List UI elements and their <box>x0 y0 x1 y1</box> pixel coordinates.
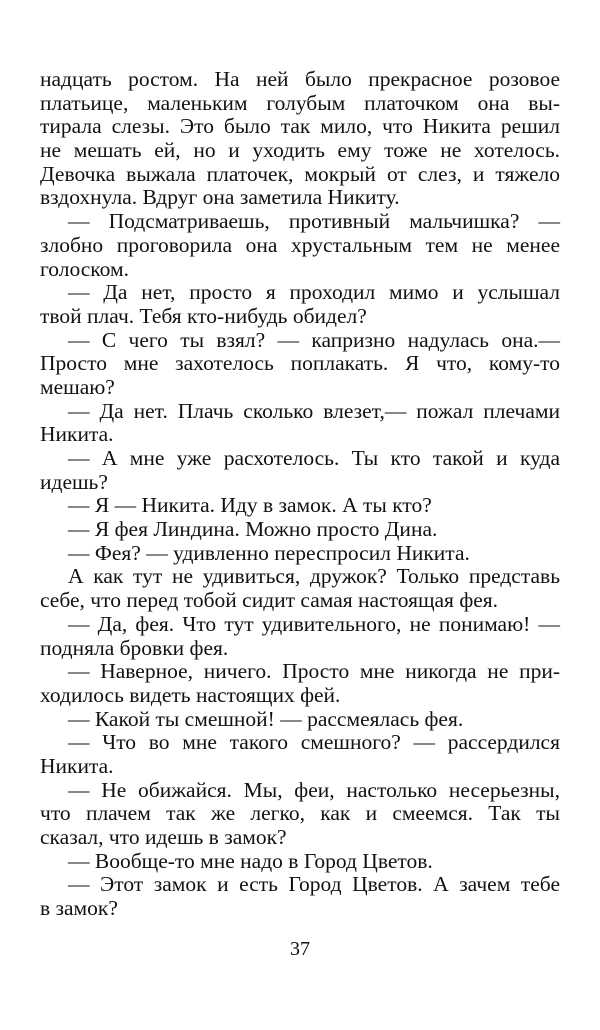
paragraph <box>40 779 560 850</box>
paragraph <box>40 329 560 400</box>
paragraph <box>40 494 560 518</box>
text-line: — Вообще-то мне надо в Город Цветов. <box>68 848 433 873</box>
paragraph <box>40 400 560 447</box>
text-line: — Что во мне такого смешного? — рассердился <box>68 730 560 755</box>
text-line: голоском. <box>40 256 129 281</box>
text-line: — А мне уже расхотелось. Ты кто такой и куда <box>68 446 560 470</box>
text-line: — Да нет. Плачь сколько влезет,— пожал плечами <box>68 398 560 423</box>
text-line: сказал, что идешь в замок? <box>40 825 287 849</box>
paragraph <box>40 447 560 494</box>
paragraph <box>40 708 560 732</box>
text-line: надцать ростом. На ней было прекрасное розовое <box>40 67 560 91</box>
paragraph <box>40 68 560 210</box>
text-line: себе, что перед тобой сидит самая настоящая фея. <box>40 588 499 613</box>
text-line: — Этот замок и есть Город Цветов. А зачем тебе <box>68 872 560 897</box>
text-line: подняла бровки фея. <box>40 635 229 660</box>
text-line: ходилось видеть настоящих фей. <box>40 682 341 707</box>
text-line: А как тут не удивиться, дружок? Только представь <box>68 564 560 589</box>
paragraph <box>40 518 560 542</box>
paragraph <box>40 281 560 328</box>
text-line: злобно проговорила она хрустальным тем не менее <box>40 232 560 257</box>
text-line: Девочка выжала платочек, мокрый от слез, и тяжело <box>40 161 560 186</box>
text-line: мешаю? <box>40 374 115 399</box>
text-line: Просто мне захотелось поплакать. Я что, кому-то <box>40 351 560 376</box>
text-line: — Да, фея. Что тут удивительного, не понимаю! — <box>68 611 560 636</box>
paragraph <box>40 565 560 612</box>
text-line: — Я — Никита. Иду в замок. А ты кто? <box>68 493 432 518</box>
paragraph <box>40 850 560 874</box>
paragraph <box>40 210 560 281</box>
text-line: не мешать ей, но и уходить ему тоже не хотелось. <box>40 138 560 163</box>
paragraph <box>40 542 560 566</box>
body-text <box>40 68 560 921</box>
text-line: — Не обижайся. Мы, феи, настолько несерьезны, <box>68 777 560 802</box>
text-line: — С чего ты взял? — капризно надулась она.— <box>68 327 560 352</box>
text-line: в замок? <box>40 896 118 921</box>
text-line: — Какой ты смешной! — рассмеялась фея. <box>68 706 464 731</box>
paragraph <box>40 660 560 707</box>
text-line: что плачем так же легко, как и смеемся. Так ты <box>40 801 560 826</box>
text-line: — Наверное, ничего. Просто мне никогда не при- <box>68 659 560 684</box>
paragraph <box>40 873 560 920</box>
text-line: тирала слезы. Это было так мило, что Никита решил <box>40 114 560 139</box>
page-number: 37 <box>290 938 310 960</box>
paragraph <box>40 613 560 660</box>
text-line: — Подсматриваешь, противный мальчишка? — <box>68 209 560 234</box>
text-line: Никита. <box>40 422 114 447</box>
paragraph <box>40 731 560 778</box>
text-line: — Да нет, просто я проходил мимо и услышал <box>68 280 560 305</box>
text-line: — Я фея Линдина. Можно просто Дина. <box>68 517 438 542</box>
text-line: платьице, маленьким голубым платочком она вы- <box>40 90 560 115</box>
text-line: идешь? <box>40 469 108 494</box>
text-line: вздохнула. Вдруг она заметила Никиту. <box>40 185 400 210</box>
text-line: — Фея? — удивленно переспросил Никита. <box>68 540 470 565</box>
text-line: твой плач. Тебя кто-нибудь обидел? <box>40 303 367 328</box>
text-line: Никита. <box>40 753 114 778</box>
